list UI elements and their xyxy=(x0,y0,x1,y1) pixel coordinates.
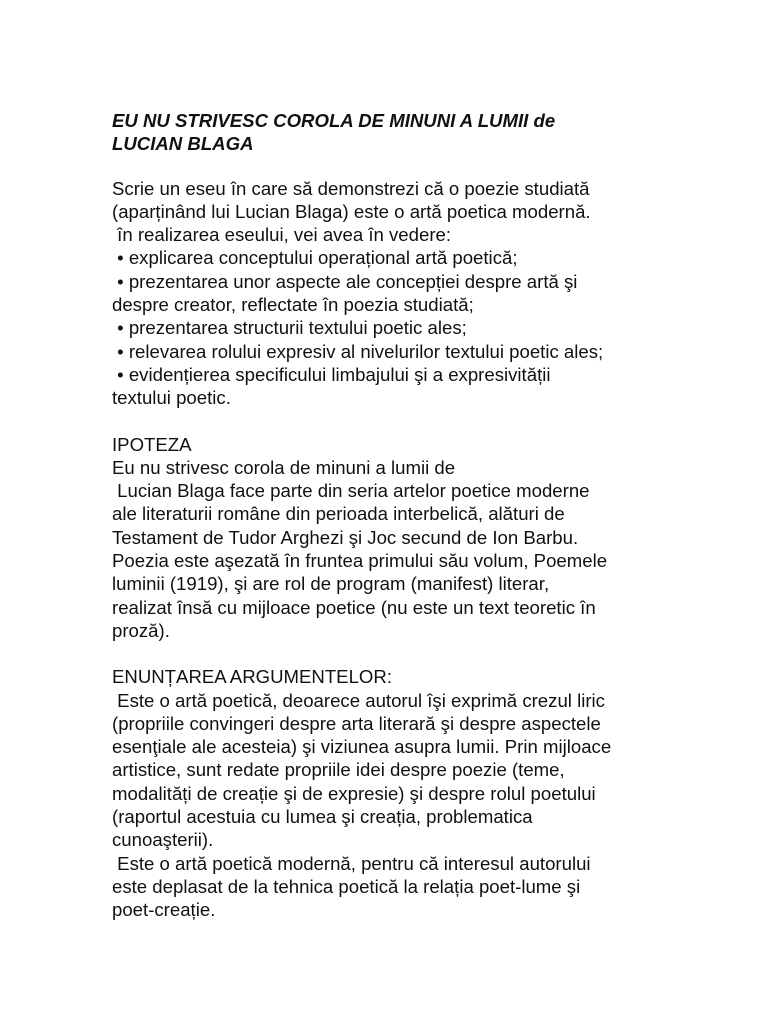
spacer xyxy=(112,156,752,177)
text-line: despre creator, reflectate în poezia studiată; xyxy=(112,294,474,316)
bullet-line: • prezentarea unor aspecte ale concepției despre artă şi xyxy=(112,270,578,292)
document-page xyxy=(112,109,752,922)
text-line: Poezia este aşezată în fruntea primului său volum, Poemele xyxy=(112,550,608,572)
text-line: realizat însă cu mijloace poetice (nu este un text teoretic în xyxy=(112,596,596,618)
text-line: este deplasat de la tehnica poetică la relația poet-lume şi xyxy=(112,875,581,897)
text-line: (propriile convingeri despre arta literară şi despre aspectele xyxy=(112,712,601,734)
text-line: Lucian Blaga face parte din seria artelor poetice moderne xyxy=(112,480,590,502)
bullet-line: • relevarea rolului expresiv al nivelurilor textului poetic ales; xyxy=(112,340,604,362)
section-heading: IPOTEZA xyxy=(112,433,192,455)
text-line: poet-creație. xyxy=(112,899,216,921)
text-line: proză). xyxy=(112,619,170,641)
task-paragraph xyxy=(112,177,752,410)
text-line: Este o artă poetică, deoarece autorul îşi exprimă crezul liric xyxy=(112,689,605,711)
text-line: artistice, sunt redate propriile idei despre poezie (teme, xyxy=(112,759,565,781)
document-title xyxy=(112,109,752,156)
text-line: Este o artă poetică modernă, pentru că interesul autorului xyxy=(112,852,591,874)
title-line: LUCIAN BLAGA xyxy=(112,133,254,155)
text-line: esenţiale ale acesteia) şi viziunea asupra lumii. Prin mijloace xyxy=(112,736,612,758)
bullet-line: • evidențierea specificului limbajului şi a expresivității xyxy=(112,363,551,385)
text-line: Scrie un eseu în care să demonstrezi că o poezie studiată xyxy=(112,177,590,199)
text-line: în realizarea eseului, vei avea în vedere: xyxy=(112,224,452,246)
section-heading: ENUNȚAREA ARGUMENTELOR: xyxy=(112,666,392,688)
argumente-section xyxy=(112,665,752,921)
bullet-line: • prezentarea structurii textului poetic ales; xyxy=(112,317,467,339)
text-line: Testament de Tudor Arghezi şi Joc secund de Ion Barbu. xyxy=(112,526,579,548)
spacer xyxy=(112,642,752,665)
title-line: EU NU STRIVESC COROLA DE MINUNI A LUMII de xyxy=(112,110,556,131)
bullet-line: • explicarea conceptului operațional artă poetică; xyxy=(112,247,518,269)
text-line: textului poetic. xyxy=(112,387,231,409)
text-line: (aparținând lui Lucian Blaga) este o artă poetica modernă. xyxy=(112,200,591,222)
text-line: modalități de creație şi de expresie) şi despre rolul poetului xyxy=(112,782,596,804)
text-line: Eu nu strivesc corola de minuni a lumii de xyxy=(112,456,456,478)
text-line: luminii (1919), şi are rol de program (manifest) literar, xyxy=(112,573,550,595)
text-line: (raportul acestuia cu lumea şi creația, problematica xyxy=(112,806,533,828)
text-line: cunoaşterii). xyxy=(112,829,214,851)
text-line: ale literaturii române din perioada interbelică, alături de xyxy=(112,503,565,525)
ipoteza-section xyxy=(112,433,752,643)
spacer xyxy=(112,410,752,433)
